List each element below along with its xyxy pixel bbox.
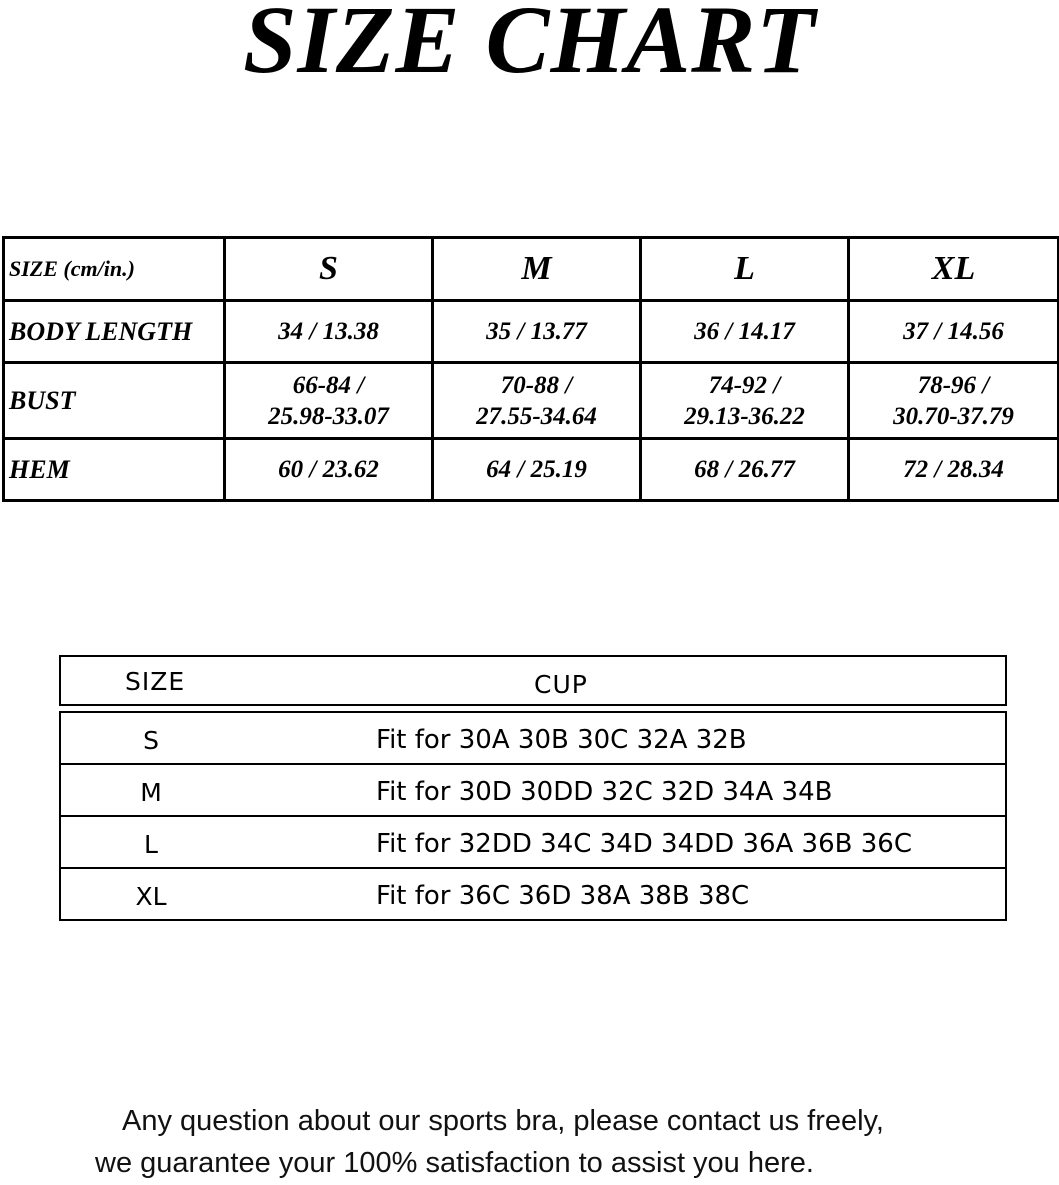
cup-cell: Fit for 30D 30DD 32C 32D 34A 34B xyxy=(376,777,833,807)
bust-in: 30.70-37.79 xyxy=(893,402,1014,430)
table-cell: 34 / 13.38 xyxy=(225,301,433,363)
bust-cm: 70-88 / xyxy=(500,371,573,399)
size-cell: L xyxy=(144,830,158,859)
row-label-hem: HEM xyxy=(4,439,225,501)
table-cell xyxy=(849,363,1059,439)
table-cell xyxy=(433,363,641,439)
size-cell: S xyxy=(143,726,159,755)
table-row xyxy=(61,713,1005,765)
size-column-s: S xyxy=(225,238,433,301)
table-cell xyxy=(641,363,849,439)
bust-cm: 66-84 / xyxy=(292,371,365,399)
measurement-table xyxy=(2,236,1059,502)
table-row xyxy=(4,439,1059,501)
footer-line-2: we guarantee your 100% satisfaction to assist you here. xyxy=(95,1147,814,1179)
cup-size-table xyxy=(59,655,1007,921)
table-row xyxy=(4,363,1059,439)
measurement-header-row xyxy=(4,238,1059,301)
size-column-m: M xyxy=(433,238,641,301)
bust-in: 25.98-33.07 xyxy=(268,402,389,430)
page-title: SIZE CHART xyxy=(243,0,816,93)
bust-cm: 74-92 / xyxy=(708,371,781,399)
table-cell: 64 / 25.19 xyxy=(433,439,641,501)
bust-in: 27.55-34.64 xyxy=(476,402,597,430)
table-cell: 37 / 14.56 xyxy=(849,301,1059,363)
table-row xyxy=(61,869,1005,921)
table-row xyxy=(61,765,1005,817)
size-column-header: SIZE xyxy=(125,667,186,696)
size-column-l: L xyxy=(641,238,849,301)
cup-cell: Fit for 32DD 34C 34D 34DD 36A 36B 36C xyxy=(376,829,912,859)
table-cell: 68 / 26.77 xyxy=(641,439,849,501)
cup-cell: Fit for 30A 30B 30C 32A 32B xyxy=(376,725,747,755)
cup-cell: Fit for 36C 36D 38A 38B 38C xyxy=(376,881,750,911)
bust-cm: 78-96 / xyxy=(917,371,990,399)
table-cell: 60 / 23.62 xyxy=(225,439,433,501)
table-row xyxy=(61,817,1005,869)
cup-table-body xyxy=(59,711,1007,921)
bust-in: 29.13-36.22 xyxy=(684,402,805,430)
size-column-xl: XL xyxy=(849,238,1059,301)
table-cell: 36 / 14.17 xyxy=(641,301,849,363)
row-label-bust: BUST xyxy=(4,363,225,439)
row-label-body-length: BODY LENGTH xyxy=(4,301,225,363)
table-cell: 35 / 13.77 xyxy=(433,301,641,363)
size-cell: XL xyxy=(135,882,167,911)
footer-line-1: Any question about our sports bra, please contact us freely, xyxy=(122,1105,884,1137)
cup-column-header: CUP xyxy=(534,670,588,699)
size-unit-label: SIZE (cm/in.) xyxy=(4,238,225,301)
size-cell: M xyxy=(140,778,162,807)
table-cell xyxy=(225,363,433,439)
table-row xyxy=(4,301,1059,363)
table-cell: 72 / 28.34 xyxy=(849,439,1059,501)
cup-table-header xyxy=(59,655,1007,706)
